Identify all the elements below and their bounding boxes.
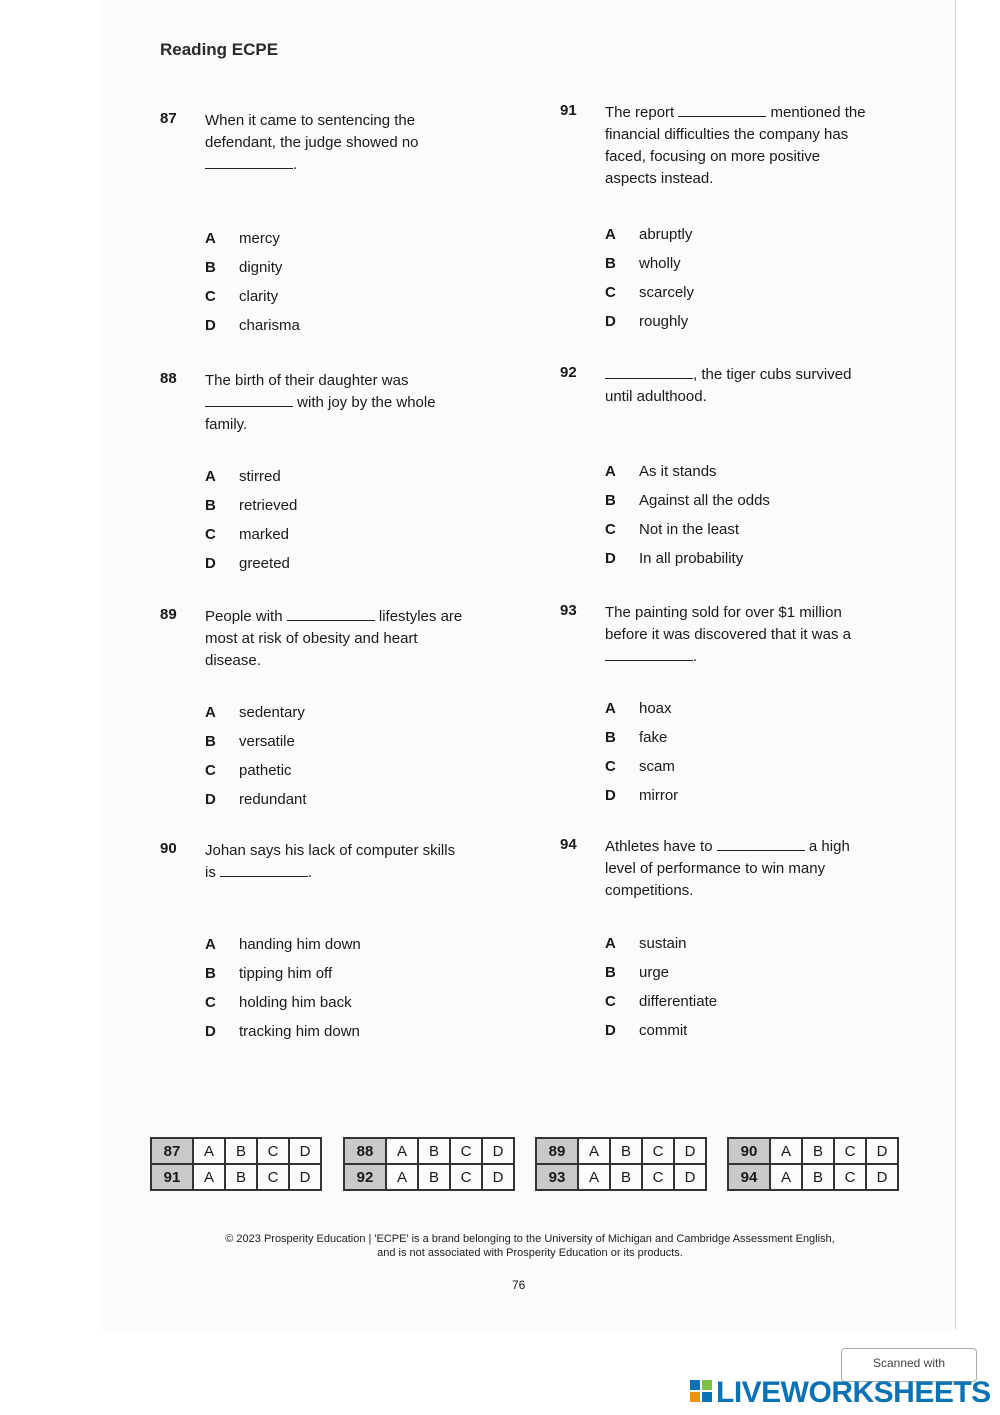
- answer-cell-c[interactable]: C: [834, 1138, 866, 1164]
- stem-text-before: The painting sold for over $1 million before it was discovered that it was a: [605, 604, 851, 643]
- answer-cell-a[interactable]: A: [578, 1164, 610, 1190]
- stem-text-before: Johan says his lack of computer skills is: [205, 842, 456, 881]
- option-b[interactable]: [205, 731, 295, 753]
- option-letter: C: [205, 762, 216, 779]
- question-number: 91: [560, 102, 577, 119]
- stem-text-after: .: [308, 864, 313, 881]
- answer-cell-a[interactable]: A: [770, 1138, 802, 1164]
- option-text: Not in the least: [639, 521, 740, 538]
- option-letter: A: [205, 936, 216, 953]
- option-c[interactable]: [205, 760, 292, 782]
- option-text: As it stands: [639, 463, 717, 480]
- option-letter: A: [605, 226, 616, 243]
- option-text: stirred: [239, 468, 281, 485]
- option-text: marked: [239, 526, 290, 543]
- option-text: Against all the odds: [639, 492, 770, 509]
- option-text: pathetic: [239, 762, 292, 779]
- option-c[interactable]: [205, 286, 278, 308]
- option-letter: D: [605, 1022, 616, 1039]
- answer-grid-row: [344, 1138, 514, 1164]
- option-letter: A: [605, 935, 616, 952]
- option-d[interactable]: [605, 1020, 687, 1042]
- question-stem: [205, 606, 470, 672]
- stem-text-after: , the tiger cubs survived until adulthood.: [605, 366, 852, 405]
- option-d[interactable]: [605, 311, 688, 333]
- option-c[interactable]: [605, 756, 675, 778]
- option-letter: D: [605, 787, 616, 804]
- answer-cell-b[interactable]: B: [802, 1138, 834, 1164]
- option-d[interactable]: [205, 315, 300, 337]
- option-letter: B: [205, 965, 216, 982]
- option-text: fake: [639, 729, 668, 746]
- page-header: Reading ECPE: [160, 40, 279, 59]
- answer-grid-question-number: 94: [728, 1164, 770, 1190]
- option-text: mirror: [639, 787, 679, 804]
- option-letter: C: [605, 758, 616, 775]
- question-stem: [205, 840, 470, 884]
- answer-grid-row: [151, 1164, 321, 1190]
- question-stem: [605, 836, 870, 902]
- option-letter: B: [605, 255, 616, 272]
- option-b[interactable]: [205, 257, 282, 279]
- answer-cell-a[interactable]: A: [193, 1164, 225, 1190]
- option-b[interactable]: [605, 490, 770, 512]
- option-text: greeted: [239, 555, 290, 572]
- option-letter: C: [205, 526, 216, 543]
- option-letter: A: [205, 704, 216, 721]
- option-letter: B: [205, 733, 216, 750]
- option-letter: C: [605, 993, 616, 1010]
- question-stem: [205, 370, 470, 436]
- answer-cell-b[interactable]: B: [225, 1164, 257, 1190]
- option-d[interactable]: [205, 1021, 360, 1043]
- answer-grid-row: [536, 1138, 706, 1164]
- option-text: wholly: [639, 255, 681, 272]
- answer-cell-d[interactable]: D: [289, 1164, 321, 1190]
- answer-cell-d[interactable]: D: [674, 1138, 706, 1164]
- stem-text-after: a high level of performance to win many competitions.: [605, 838, 850, 899]
- answer-cell-c[interactable]: C: [257, 1164, 289, 1190]
- answer-cell-a[interactable]: A: [770, 1164, 802, 1190]
- option-letter: B: [605, 492, 616, 509]
- option-text: retrieved: [239, 497, 298, 514]
- option-letter: D: [205, 791, 216, 808]
- question-stem: [605, 364, 870, 408]
- question-number: 88: [160, 370, 177, 387]
- option-b[interactable]: [205, 495, 297, 517]
- copyright-notice: [170, 1232, 890, 1260]
- option-letter: A: [605, 463, 616, 480]
- option-letter: B: [605, 729, 616, 746]
- option-letter: D: [605, 313, 616, 330]
- option-text: mercy: [239, 230, 280, 247]
- answer-grid-4: [727, 1137, 899, 1191]
- answer-blank[interactable]: [205, 392, 293, 407]
- option-a[interactable]: [605, 224, 692, 246]
- option-text: roughly: [639, 313, 689, 330]
- answer-cell-d[interactable]: D: [866, 1138, 898, 1164]
- answer-grid-1: [150, 1137, 322, 1191]
- option-a[interactable]: [205, 466, 281, 488]
- answer-grid-question-number: 91: [151, 1164, 193, 1190]
- answer-blank[interactable]: [205, 154, 293, 169]
- option-letter: A: [605, 700, 616, 717]
- answer-grid-row: [536, 1164, 706, 1190]
- question-number: 90: [160, 840, 177, 857]
- answer-blank[interactable]: [220, 862, 308, 877]
- option-letter: D: [605, 550, 616, 567]
- answer-cell-a[interactable]: A: [193, 1138, 225, 1164]
- answer-grid-question-number: 92: [344, 1164, 386, 1190]
- option-a[interactable]: [605, 461, 717, 483]
- stem-text-after: lifestyles are most at risk of obesity and heart disease.: [205, 608, 463, 669]
- option-a[interactable]: [605, 933, 687, 955]
- stem-text-before: When it came to sentencing the defendant, the judge showed no: [205, 112, 419, 151]
- option-b[interactable]: [205, 963, 332, 985]
- option-text: clarity: [239, 288, 279, 305]
- liveworksheets-wordmark: LIVEWORKSHEETS: [716, 1376, 991, 1409]
- stem-text-before: The birth of their daughter was: [205, 372, 409, 389]
- option-text: tipping him off: [239, 965, 333, 982]
- option-d[interactable]: [605, 785, 678, 807]
- option-text: sedentary: [239, 704, 305, 721]
- answer-grid-question-number: 88: [344, 1138, 386, 1164]
- stem-text-after: .: [693, 648, 698, 665]
- answer-grid-question-number: 93: [536, 1164, 578, 1190]
- answer-grid-row: [151, 1138, 321, 1164]
- option-a[interactable]: [205, 228, 280, 250]
- option-text: urge: [639, 964, 670, 981]
- question-number: 93: [560, 602, 577, 619]
- option-letter: D: [205, 1023, 216, 1040]
- question-number: 87: [160, 110, 177, 127]
- option-text: scarcely: [639, 284, 695, 301]
- option-b[interactable]: [605, 962, 669, 984]
- option-d[interactable]: [205, 789, 307, 811]
- answer-blank[interactable]: [605, 646, 693, 661]
- option-letter: D: [205, 317, 216, 334]
- scanned-with-badge: Scanned with: [841, 1348, 977, 1382]
- option-text: tracking him down: [239, 1023, 360, 1040]
- question-number: 92: [560, 364, 577, 381]
- answer-cell-b[interactable]: B: [610, 1164, 642, 1190]
- answer-cell-d[interactable]: D: [482, 1138, 514, 1164]
- answer-blank[interactable]: [678, 102, 766, 117]
- option-letter: B: [605, 964, 616, 981]
- answer-cell-d[interactable]: D: [674, 1164, 706, 1190]
- liveworksheets-logo: [690, 1376, 990, 1410]
- answer-blank[interactable]: [287, 606, 375, 621]
- answer-cell-b[interactable]: B: [418, 1138, 450, 1164]
- answer-cell-a[interactable]: A: [578, 1138, 610, 1164]
- option-b[interactable]: [605, 253, 681, 275]
- option-letter: C: [205, 288, 216, 305]
- answer-cell-c[interactable]: C: [450, 1138, 482, 1164]
- question-stem: [205, 110, 470, 176]
- stem-text-after: .: [293, 156, 298, 173]
- option-letter: D: [205, 555, 216, 572]
- option-letter: B: [205, 497, 216, 514]
- answer-cell-a[interactable]: A: [386, 1138, 418, 1164]
- option-text: handing him down: [239, 936, 361, 953]
- option-text: charisma: [239, 317, 300, 334]
- answer-grid-question-number: 90: [728, 1138, 770, 1164]
- answer-grid-row: [728, 1164, 898, 1190]
- answer-cell-d[interactable]: D: [289, 1138, 321, 1164]
- answer-grid-row: [728, 1138, 898, 1164]
- option-b[interactable]: [605, 727, 667, 749]
- option-text: In all probability: [639, 550, 744, 567]
- answer-cell-a[interactable]: A: [386, 1164, 418, 1190]
- option-letter: A: [205, 468, 216, 485]
- answer-cell-c[interactable]: C: [642, 1138, 674, 1164]
- answer-cell-d[interactable]: D: [482, 1164, 514, 1190]
- option-d[interactable]: [205, 553, 290, 575]
- option-a[interactable]: [205, 702, 305, 724]
- answer-blank[interactable]: [605, 364, 693, 379]
- option-letter: C: [605, 521, 616, 538]
- question-number: 94: [560, 836, 577, 853]
- option-text: versatile: [239, 733, 295, 750]
- option-text: dignity: [239, 259, 283, 276]
- answer-cell-c[interactable]: C: [642, 1164, 674, 1190]
- answer-cell-b[interactable]: B: [610, 1138, 642, 1164]
- liveworksheets-logo-icon: [690, 1380, 714, 1404]
- answer-cell-c[interactable]: C: [257, 1138, 289, 1164]
- copyright-line-1: © 2023 Prosperity Education | 'ECPE' is a brand belonging to the University of Michigan and Cambridge Assessment English,: [225, 1233, 835, 1245]
- option-text: differentiate: [639, 993, 718, 1010]
- stem-text-after: mentioned the financial difficulties the company has faced, focusing on more positive aspects instead.: [605, 104, 866, 187]
- option-c[interactable]: [605, 519, 739, 541]
- question-stem: [605, 602, 870, 668]
- stem-text-before: Athletes have to: [605, 838, 717, 855]
- answer-grid-3: [535, 1137, 707, 1191]
- stem-text-before: The report: [605, 104, 679, 121]
- question-stem: [605, 102, 870, 190]
- option-letter: C: [205, 994, 216, 1011]
- option-a[interactable]: [605, 698, 672, 720]
- option-text: hoax: [639, 700, 672, 717]
- option-text: holding him back: [239, 994, 352, 1011]
- page-number: 76: [512, 1278, 526, 1292]
- answer-grid-row: [344, 1164, 514, 1190]
- answer-cell-d[interactable]: D: [866, 1164, 898, 1190]
- option-c[interactable]: [605, 991, 717, 1013]
- answer-blank[interactable]: [717, 836, 805, 851]
- answer-cell-b[interactable]: B: [802, 1164, 834, 1190]
- option-letter: C: [605, 284, 616, 301]
- option-text: sustain: [639, 935, 687, 952]
- option-letter: B: [205, 259, 216, 276]
- stem-text-before: People with: [205, 608, 287, 625]
- option-text: commit: [639, 1022, 688, 1039]
- copyright-line-2: and is not associated with Prosperity Education or its products.: [377, 1247, 683, 1259]
- answer-grid-question-number: 87: [151, 1138, 193, 1164]
- answer-cell-c[interactable]: C: [450, 1164, 482, 1190]
- answer-cell-c[interactable]: C: [834, 1164, 866, 1190]
- option-letter: A: [205, 230, 216, 247]
- option-text: scam: [639, 758, 675, 775]
- answer-grid-question-number: 89: [536, 1138, 578, 1164]
- option-d[interactable]: [605, 548, 743, 570]
- option-c[interactable]: [205, 524, 289, 546]
- option-text: redundant: [239, 791, 307, 808]
- answer-cell-b[interactable]: B: [225, 1138, 257, 1164]
- option-a[interactable]: [205, 934, 361, 956]
- option-text: abruptly: [639, 226, 693, 243]
- question-number: 89: [160, 606, 177, 623]
- stem-text-after: with joy by the whole family.: [205, 394, 436, 433]
- option-c[interactable]: [205, 992, 352, 1014]
- answer-grid-2: [343, 1137, 515, 1191]
- option-c[interactable]: [605, 282, 694, 304]
- answer-cell-b[interactable]: B: [418, 1164, 450, 1190]
